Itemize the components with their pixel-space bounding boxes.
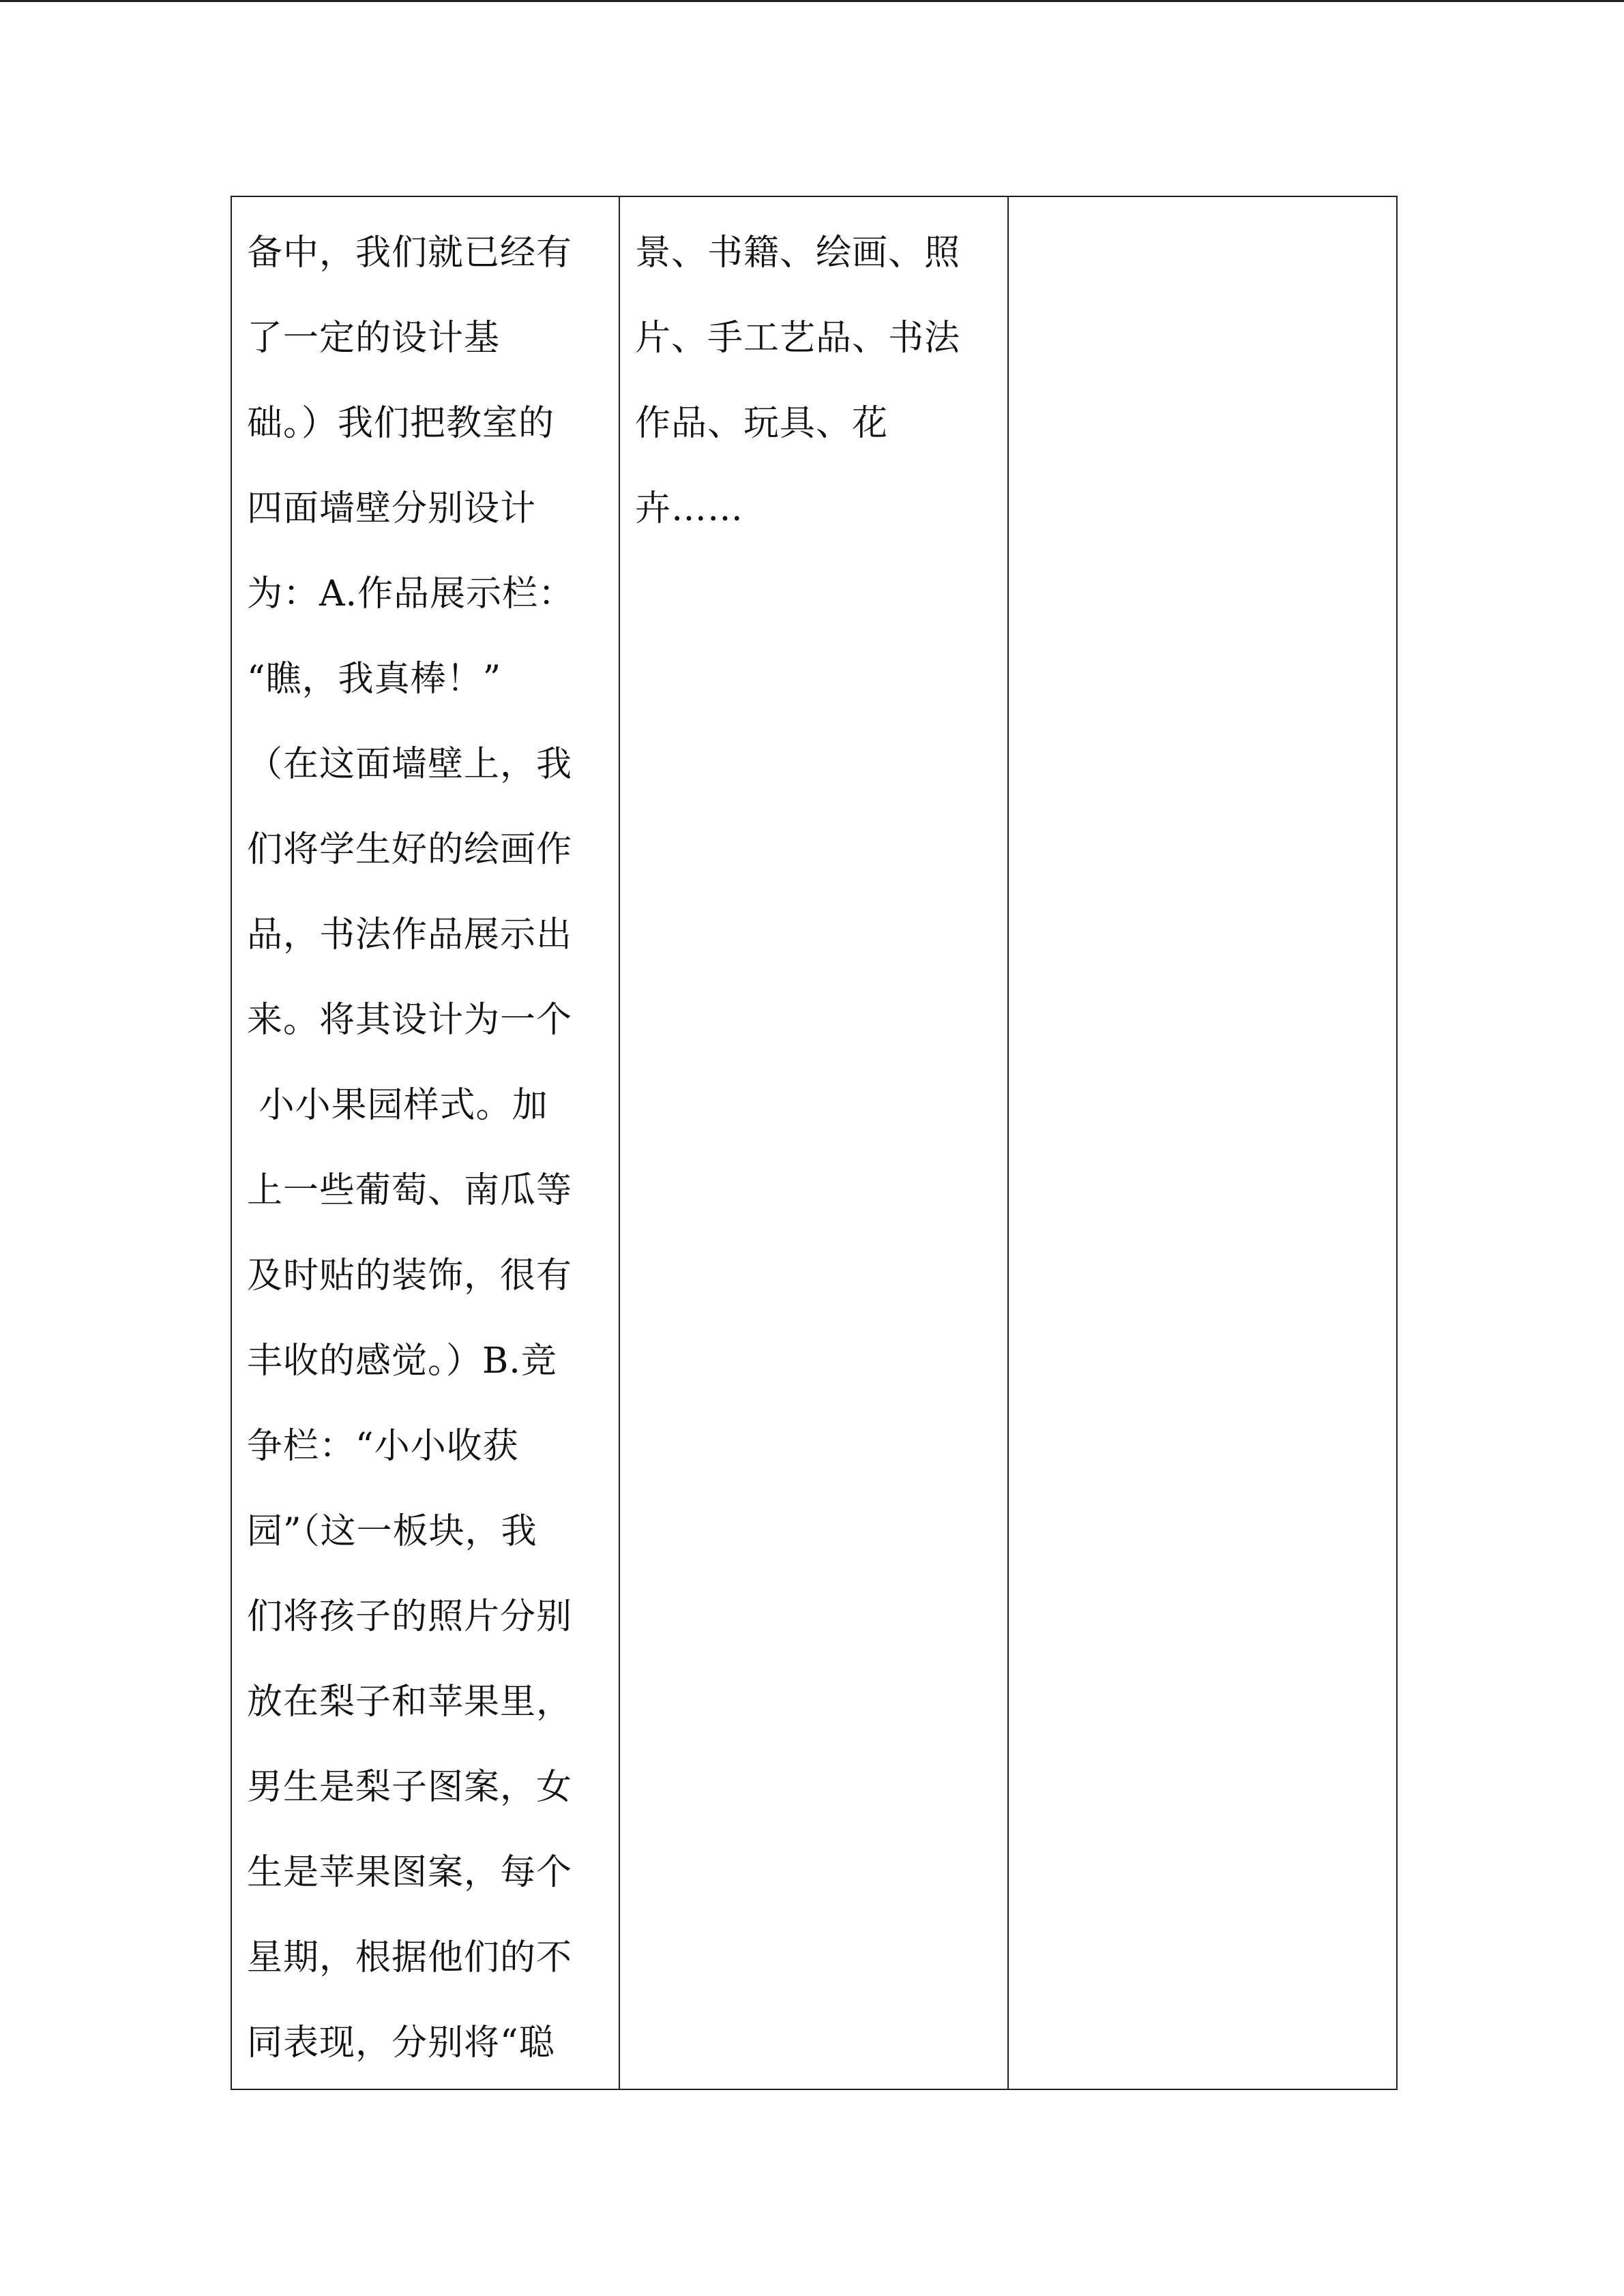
text-line: 卉…… <box>635 488 744 529</box>
text-line: 景、书籍、绘画、照 <box>635 233 961 273</box>
text-line: 们将孩子的照片分别 <box>247 1596 573 1637</box>
text-line: “瞧，我真棒！” <box>247 659 502 700</box>
cell-text-block <box>1009 197 1396 211</box>
text-line: 丰收的感觉。）B.竞 <box>247 1341 557 1382</box>
text-line: 了一定的设计基 <box>247 318 501 359</box>
page-top-rule <box>0 0 1624 2</box>
cell-text-block <box>620 197 1007 552</box>
table-cell-empty <box>1008 196 1397 2089</box>
cell-text-block <box>232 197 619 2086</box>
text-line: 品，书法作品展示出 <box>247 914 573 955</box>
text-line: 作品、玩具、花 <box>635 403 889 444</box>
text-line: 为：A.作品展示栏： <box>247 573 575 614</box>
text-line: 础。）我们把教室的 <box>247 403 555 444</box>
text-line: 男生是梨子图案，女 <box>247 1767 573 1808</box>
text-line: 生是苹果图案，每个 <box>247 1852 573 1893</box>
text-line: 小小果园样式。加 <box>247 1085 548 1126</box>
text-line: 上一些葡萄、南瓜等 <box>247 1170 573 1211</box>
text-line: 四面墙壁分别设计 <box>247 488 537 529</box>
text-line: 及时贴的装饰，很有 <box>247 1255 573 1296</box>
text-line: 同表现，分别将“聪 <box>247 2023 555 2063</box>
text-line: 们将学生好的绘画作 <box>247 829 573 870</box>
table-cell-materials <box>619 196 1008 2089</box>
document-table <box>231 196 1398 2090</box>
text-line: 放在梨子和苹果里， <box>247 1682 573 1723</box>
text-line: 争栏：“小小收获 <box>247 1426 519 1467</box>
text-line: 园”（这一板块，我 <box>247 1511 537 1552</box>
text-line: 来。将其设计为一个 <box>247 1000 573 1041</box>
text-line: （在这面墙壁上，我 <box>247 744 573 785</box>
text-line: 星期，根据他们的不 <box>247 1937 573 1978</box>
text-line: 片、手工艺品、书法 <box>635 318 961 359</box>
table-cell-activity-description <box>231 196 619 2089</box>
text-line: 备中，我们就已经有 <box>247 233 573 273</box>
table-row <box>231 196 1397 2089</box>
